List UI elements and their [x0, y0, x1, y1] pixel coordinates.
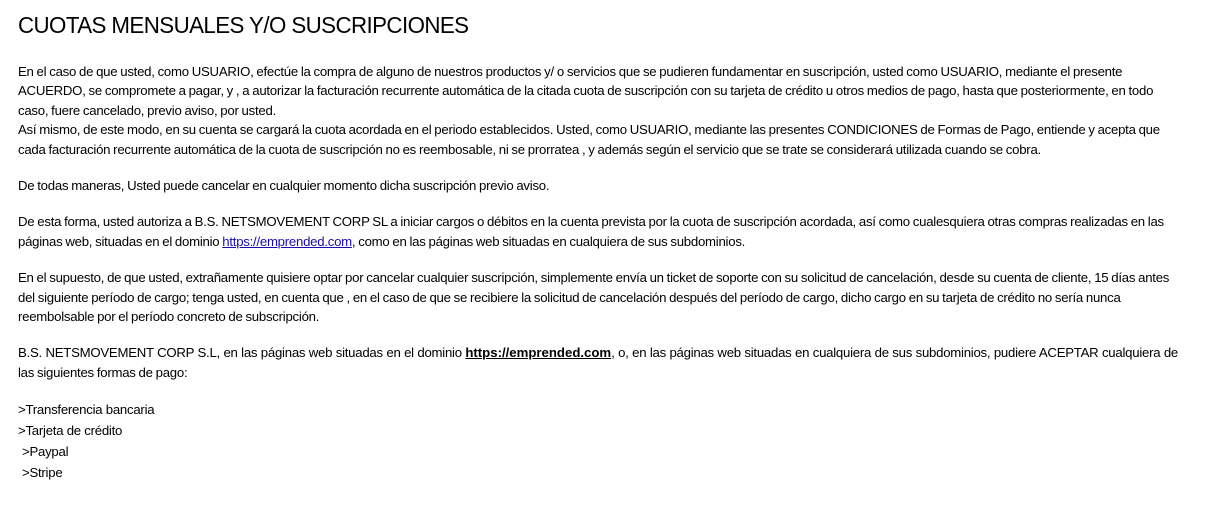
payment-method-item: >Transferencia bancaria — [18, 402, 155, 418]
paragraph-payment-acceptance — [18, 343, 1178, 382]
payment-acceptance-text-before: B.S. NETSMOVEMENT CORP S.L, en las páginas web situadas en el dominio — [18, 345, 466, 361]
payment-method-item: >Tarjeta de crédito — [18, 423, 123, 439]
payment-methods-list — [18, 399, 1178, 483]
payment-acceptance-text-after: , o, en las páginas web situadas en cualquiera de sus subdominios, pudiere ACEPTAR cualquiera de las siguientes formas de pago: — [18, 345, 1179, 380]
payment-method-item: >Paypal — [22, 444, 69, 460]
page-title: CUOTAS MENSUALES Y/O SUSCRIPCIONES — [18, 12, 469, 38]
paragraph-subscription-terms-part1: En el caso de que usted, como USUARIO, efectúe la compra de alguno de nuestros productos y/ o servicios que se pudieren fundamentar en suscripción, usted como USUARIO, mediante el presente ACUERDO, se compromete a pagar, y , a autorizar la facturación recurrente automática de la citada cuota de suscripción con su tarjeta de crédito u otros medios de pago, hasta que posteriormente, en todo caso, fuere cancelado, previo aviso, por usted. — [18, 64, 1154, 118]
paragraph-cancel-anytime: De todas maneras, Usted puede cancelar en cualquier momento dicha suscripción previo aviso. — [18, 178, 550, 194]
domain-link-bold[interactable]: https://emprended.com — [465, 345, 612, 361]
authorization-text-before: De esta forma, usted autoriza a B.S. NETSMOVEMENT CORP SL a iniciar cargos o débitos en la cuenta prevista por la cuota de suscripción acordada, así como cualesquiera otras compras realizadas en las páginas web, situadas en el dominio — [18, 214, 1164, 249]
paragraph-cancellation-policy: En el supuesto, de que usted, extrañamente quisiere optar por cancelar cualquier suscripción, simplemente envía un ticket de soporte con su solicitud de cancelación, desde su cuenta de cliente, 15 días antes del siguiente período de cargo; tenga usted, en cuenta que , en el caso de que se recibiere la solicitud de cancelación después del período de cargo, dicho cargo en su tarjeta de crédito no sería nunca reembolsable por el período concreto de subscripción. — [18, 270, 1170, 325]
authorization-text-after: , como en las páginas web situadas en cualquiera de sus subdominios. — [351, 233, 746, 249]
payment-method-item: >Stripe — [22, 465, 63, 481]
paragraph-subscription-terms-part2: Así mismo, de este modo, en su cuenta se cargará la cuota acordada en el periodo establecidos. Usted, como USUARIO, mediante las presentes CONDICIONES de Formas de Pago, entiende y acepta que cada facturación recurrente automática de la cuota de suscripción no es reembosable, ni se prorratea , y además según el servicio que se trate se considerará utilizada cuando se cobra. — [18, 122, 1160, 157]
document-page — [18, 0, 1178, 483]
paragraph-subscription-terms — [18, 62, 1178, 159]
domain-link[interactable]: https://emprended.com — [222, 233, 352, 249]
paragraph-authorization — [18, 212, 1178, 251]
